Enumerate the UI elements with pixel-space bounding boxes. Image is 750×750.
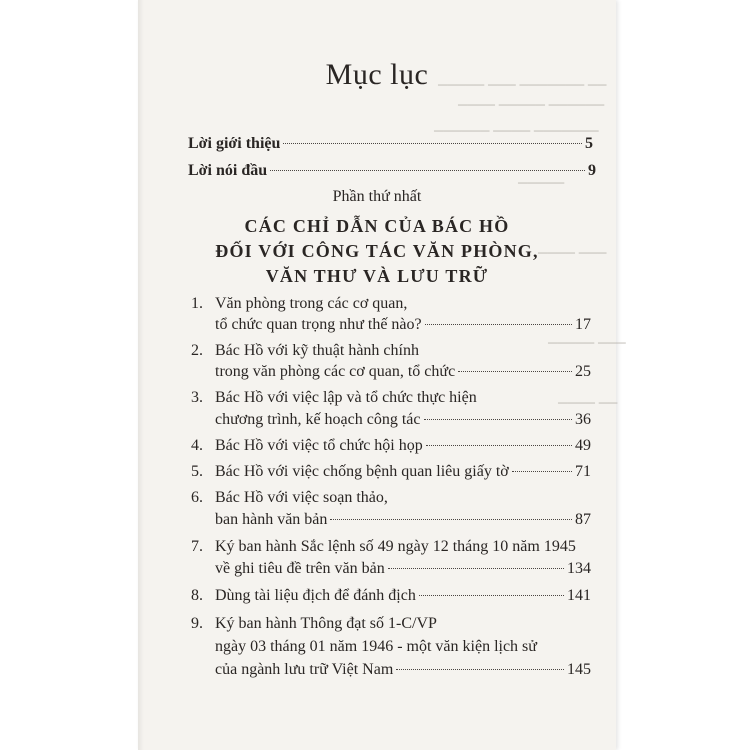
toc-front-row[interactable] [188,134,593,154]
book-page [138,0,626,750]
toc-entry-text: trong văn phòng các cơ quan, tổ chức [215,363,456,380]
toc-entry-number: 1. [191,295,203,312]
part-title-line: CÁC CHỈ DẪN CỦA BÁC HỒ [244,216,510,236]
dot-leader [425,324,572,325]
toc-entry-line: Bác Hồ với việc soạn thảo, [215,489,388,506]
toc-page-number: 71 [575,463,591,480]
dot-leader [283,143,582,144]
toc-page-number: 9 [588,162,596,179]
toc-entry-line: ngày 03 tháng 01 năm 1946 - một văn kiện lịch sử [215,638,537,655]
toc-entry-last-line [215,510,591,530]
toc-entry[interactable] [191,462,591,482]
toc-entry-number: 2. [191,342,203,359]
dot-leader [396,669,564,670]
dot-leader [330,519,572,520]
toc-entry-text: ban hành văn bản [215,511,328,528]
toc-entry-number: 9. [191,615,203,632]
bleed-through-texture: ▁▁▁▁ ▁▁ [558,390,618,404]
toc-page-number: 49 [575,437,591,454]
bleed-through-texture: ▁▁▁▁ ▁▁▁▁▁ ▁▁▁▁▁▁ [458,92,605,106]
part-title-line: VĂN THƯ VÀ LƯU TRỮ [265,266,489,286]
toc-entry-line: Ký ban hành Sắc lệnh số 49 ngày 12 tháng 10 năm 1945 [215,538,576,555]
toc-entry-number: 8. [191,587,203,604]
toc-entry-text: Bác Hồ với việc tổ chức hội họp [215,437,423,454]
toc-entry-number: 3. [191,389,203,406]
toc-entry-last-line [215,660,591,680]
toc-entry-number: 7. [191,538,203,555]
bleed-through-texture: ▁▁▁▁▁ [518,170,565,184]
toc-entry-number: 5. [191,463,203,480]
toc-entry-line: Bác Hồ với việc lập và tổ chức thực hiện [215,389,477,406]
toc-entry-text: của ngành lưu trữ Việt Nam [215,661,394,678]
dot-leader [424,419,572,420]
dot-leader [419,595,564,596]
toc-entry-text: Dùng tài liệu địch để đánh địch [215,587,416,604]
toc-entry-number: 4. [191,437,203,454]
toc-page-number: 145 [567,661,591,678]
dot-leader [512,471,572,472]
toc-page-number: 134 [567,560,591,577]
dot-leader [458,371,572,372]
bleed-through-texture: ▁▁▁▁ ▁▁▁ [538,240,607,254]
toc-entry[interactable] [191,586,591,606]
part-title-line: ĐỐI VỚI CÔNG TÁC VĂN PHÒNG, [215,241,539,261]
bleed-through-texture: ▁▁▁▁▁ ▁▁▁ ▁▁▁▁▁▁▁ ▁▁ [438,72,607,86]
toc-page-number: 141 [567,587,591,604]
toc-front-row[interactable] [188,161,596,181]
toc-page-number: 25 [575,363,591,380]
toc-page-number: 87 [575,511,591,528]
page-edge-shadow [138,0,144,750]
toc-entry-last-line [215,315,591,335]
toc-page-number: 36 [575,411,591,428]
toc-entry-last-line [215,559,591,579]
toc-entry-line: Ký ban hành Thông đạt số 1-C/VP [215,615,437,632]
toc-entry-last-line [215,362,591,382]
bleed-through-texture: ▁▁▁▁▁ ▁▁▁ [548,330,626,344]
toc-entry-last-line [215,410,591,430]
toc-entry-text: chương trình, kế hoạch công tác [215,411,421,428]
toc-front-label: Lời nói đầu [188,162,268,179]
part-label: Phần thứ nhất [332,188,422,205]
toc-page-number: 17 [575,316,591,333]
toc-front-label: Lời giới thiệu [188,135,281,152]
toc-entry-number: 6. [191,489,203,506]
dot-leader [270,170,585,171]
toc-entry-text: về ghi tiêu đề trên văn bản [215,560,385,577]
toc-entry-text: Bác Hồ với việc chống bệnh quan liêu giấy tờ [215,463,509,480]
toc-entry-text: tổ chức quan trọng như thế nào? [215,316,422,333]
toc-page-number: 5 [585,135,593,152]
toc-entry-line: Văn phòng trong các cơ quan, [215,295,408,312]
toc-entry[interactable] [191,436,591,456]
dot-leader [426,445,572,446]
toc-title: Mục lục [325,58,429,91]
bleed-through-texture: ▁▁▁▁▁▁ ▁▁▁▁ ▁▁▁▁▁▁▁ [434,118,599,132]
dot-leader [388,568,564,569]
toc-entry-line: Bác Hồ với kỹ thuật hành chính [215,342,419,359]
